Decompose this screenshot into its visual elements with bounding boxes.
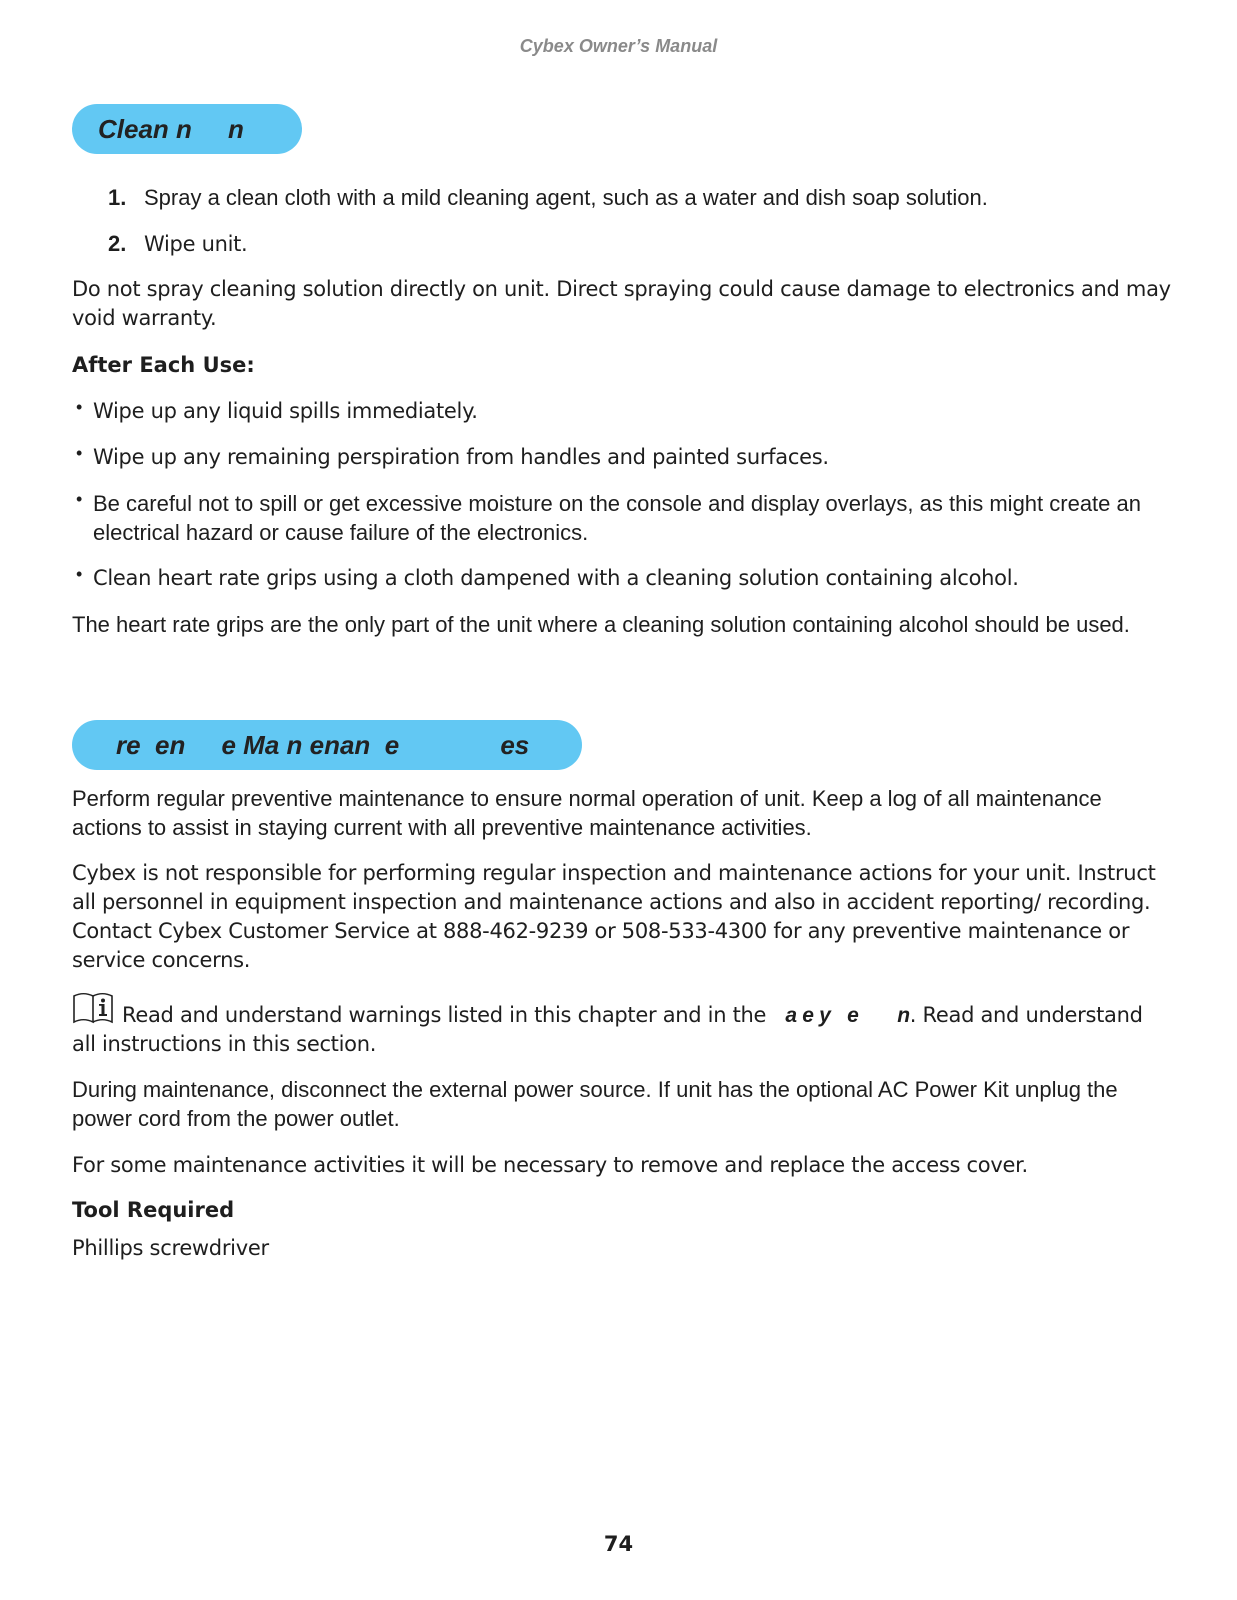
page-number: 74 [603,1532,634,1556]
bullet-glyph: • [76,443,83,463]
bullet-item [76,443,1153,472]
bullet-text: Wipe up any remaining perspiration from handles and painted surfaces. [93,445,829,469]
responsibility-paragraph: Cybex is not responsible for performing regular inspection and maintenance actions for your unit. Instruct all personnel in equipment inspection and maintenance actions and also in accident reporting/ recording. Contact Cybex Customer Service at 888-462-9239 or 508-533-4300 for any preventive maintenance or service concerns. [72,861,1156,972]
section-heading-preventive-maintenance: re en e Ma n enan e es [72,720,582,770]
power-disconnect-paragraph: During maintenance, disconnect the external power source. If unit has the optional AC Power Kit unplug the power cord from the power outlet. [72,1077,1118,1131]
step-text: Wipe unit. [144,232,248,256]
running-header: Cybex Owner’s Manual [519,36,718,56]
note-text-after: . Read and understand all instructions in this section. [72,1003,1143,1056]
bullet-item [76,489,1153,547]
access-cover-paragraph: For some maintenance activities it will be necessary to remove and replace the access cover. [72,1153,1028,1177]
note-paragraph [72,992,1172,1059]
tool-required-heading: Tool Required [72,1198,235,1222]
note-text-before: Read and understand warnings listed in this chapter and in the [122,1003,767,1027]
step-item [108,183,988,212]
section-heading-cleaning: Clean n n [72,104,302,154]
grips-note-paragraph: The heart rate grips are the only part of the unit where a cleaning solution containing alcohol should be used. [72,612,1130,637]
book-info-icon [72,992,116,1024]
maintenance-intro-paragraph: Perform regular preventive maintenance to ensure normal operation of unit. Keep a log of all maintenance actions to assist in staying current with all preventive maintenance activities. [72,786,1102,840]
tool-item: Phillips screwdriver [72,1236,269,1260]
bullet-text: Be careful not to spill or get excessive moisture on the console and display overlays, as this might create an electrical hazard or cause failure of the electronics. [93,491,1141,545]
bullet-glyph: • [76,397,83,417]
step-number: 1. [108,185,127,210]
bullet-glyph: • [76,564,83,584]
safety-manual-reference: a e y e n [785,1004,910,1027]
after-each-use-heading: After Each Use: [72,353,255,377]
caution-paragraph: Do not spray cleaning solution directly on unit. Direct spraying could cause damage to electronics and may void warranty. [72,277,1171,330]
step-text: Spray a clean cloth with a mild cleaning agent, such as a water and dish soap solution. [144,185,988,210]
bullet-item [76,564,1153,593]
bullet-item [76,397,1153,426]
bullet-glyph: • [76,489,83,509]
step-number: 2. [108,231,127,256]
bullet-text: Clean heart rate grips using a cloth dampened with a cleaning solution containing alcohol. [93,566,1019,590]
bullet-text: Wipe up any liquid spills immediately. [93,399,478,423]
step-item [108,229,247,259]
